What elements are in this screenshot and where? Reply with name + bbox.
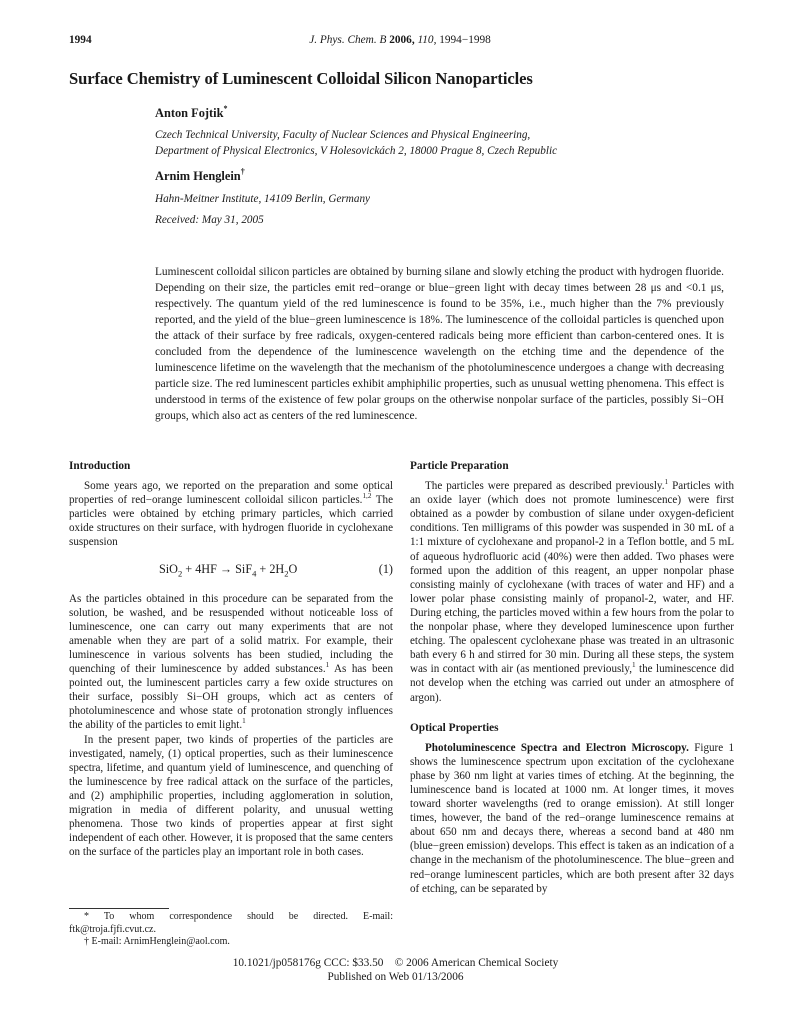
eq-term: SiF [232,561,253,576]
column-right [410,459,734,896]
affiliation-line: Hahn-Meitner Institute, 14109 Berlin, Germany [155,193,371,205]
author-2-name: Arnim Henglein [155,169,241,183]
footnote-text: To whom correspondence should be directed. E-mail: ftk@troja.fjfi.cvut.cz. [69,911,393,935]
reaction-arrow-icon: → [219,561,233,576]
equation-body [159,562,297,576]
text-span: The particles were prepared as described previously. [425,480,665,493]
eq-term: O [288,561,298,576]
citation-ref[interactable]: 1 [632,660,636,669]
footnotes [69,911,393,949]
eq-subscript: 2 [284,568,289,578]
journal-volume: 110, [417,34,437,46]
citation-ref[interactable]: 1 [325,660,330,669]
text-span: As has been pointed out, the luminescent particles carry a few oxide structures on their surface, possibly Si−OH groups, which act as centers of photoluminescence and whose state of protonation strongly influences the ability of the particles to emit light. [69,663,393,732]
article-title: Surface Chemistry of Luminescent Colloidal Silicon Nanoparticles [69,69,533,88]
eq-subscript: 4 [252,568,257,578]
doi[interactable]: 10.1021/jp058176g [232,957,321,969]
affiliation-line: Department of Physical Electronics, V Holesovickách 2, 18000 Prague 8, Czech Republic [155,145,558,157]
running-head [69,34,731,50]
text-span: As the particles obtained in this procedure can be separated from the solution, be washed, and be resuspended without noticeable loss of luminescence, one can carry out many experiments that are not amenable when they are part of a solid matrix. For example, their luminescence in various solvents has been studied, including the quenching of their luminescence by added substances. [69,592,393,676]
journal-pages: 1994−1998 [439,34,491,46]
runin-heading: Photoluminescence Spectra and Electron Microscopy. [425,741,689,754]
author-1 [155,106,228,121]
ccc-price: CCC: $33.50 [323,957,384,969]
footnote-divider [69,908,169,909]
text-span: Particles with an oxide layer (which does not promote luminescence) were first obtained as a powder by combustion of silane under oxygen-deficient conditions. Ten milligrams of this powder was suspended in 30 mL of a 1:1 mixture of cyclohexane and propanol-2 in a Teflon bottle, and 5 mL of aqueous hydrofluoric acid (40%) were then added. Two phases were formed upon the addition of this reagent, an upper nonpolar phase consisting mainly of cyclohexane (with traces of water and HF) and a lower polar phase consisting mainly of propanol-2, water, and HF. During etching, the particles moved within a few hours from the polar to the nonpolar phase, where they developed luminescence upon further etching. The opalescent cyclohexane phase was treated in an ultrasonic bath every 6 h and stirred for 30 min. During all these steps, the system was in contact with air (as mentioned previously, [410,480,734,676]
citation-ref[interactable]: 1,2 [362,491,372,500]
journal-citation [69,34,731,46]
published-date: Published on Web 01/13/2006 [327,970,464,983]
eq-term: SiO [159,561,178,576]
prep-paragraph-1 [410,479,734,705]
footnote-text: E-mail: ArnimHenglein@aol.com. [89,936,230,947]
intro-paragraph-1 [69,479,393,549]
eq-subscript: 2 [177,568,183,578]
author-2 [155,169,245,184]
received-date: Received: May 31, 2005 [155,214,264,226]
affiliation-line: Czech Technical University, Faculty of Nuclear Sciences and Physical Engineering, [155,129,531,141]
author-2-mark: † [240,167,245,177]
eq-term: + 2H [256,561,285,576]
intro-paragraph-2 [69,592,393,733]
text-span: The particles were obtained by etching primary particles, which carried oxide structures on their surface, with hydrogen fluoride in cyclohexane suspension [69,494,393,549]
section-heading-particle-preparation: Particle Preparation [410,460,509,472]
footnote-mark: † [84,936,89,947]
footnote-1 [69,911,393,936]
intro-paragraph-3: In the present paper, two kinds of properties of the particles are investigated, namely, (1) optical properties, such as their luminescence spectra, lifetime, and quantum yield of luminescence, and quenching of the luminescence by free radical attack on the surface of the particles, and (2) amphiphilic properties, including agglomeration in solution, migration in media of different polarity, and unusual wetting phenomena. Those two kinds of properties appear at first sight independent of each other. However, it is proposed that the same centers on the surface of the particles play an important role in both cases. [69,733,393,859]
text-span: Some years ago, we reported on the preparation and some optical properties of red−orange luminescent colloidal silicon particles. [69,480,393,507]
footnote-2 [69,936,393,949]
column-left [69,459,393,859]
author-2-affiliation [155,191,370,207]
equation-number: (1) [378,561,393,576]
text-span: the luminescence did not develop when the etching was carried out under an atmosphere of argon). [410,663,734,704]
section-heading-optical-properties: Optical Properties [410,721,499,734]
footer-line-1 [0,957,791,971]
author-1-mark: * [223,104,228,114]
journal-abbrev: J. Phys. Chem. B [309,34,387,46]
equation-1 [69,562,393,580]
eq-term: + 4HF [182,561,220,576]
journal-year: 2006, [389,34,415,46]
optical-paragraph-1 [410,741,734,896]
author-1-name: Anton Fojtik [155,106,224,120]
footnote-mark: * [84,911,89,922]
text-span: Figure 1 shows the luminescence spectrum upon excitation of the cyclohexane phase by 360 nm light at varies times of etching. At the beginning, the luminescence band is located at 1000 nm. At longer times, it moves toward shorter wavelengths (red to orange emission). At still longer times, however, the band of the red−orange luminescence remains at about 650 nm and decays there, whereas a second band at 480 nm (blue−green emission) develops. This effect is taken as an indication of a change in the mechanism of the photoluminescence. The blue−green and red−orange luminescent particles, which are both present after 32 days of etching, can be separated by [410,741,734,895]
author-1-affiliation [155,127,557,159]
copyright: © 2006 American Chemical Society [394,957,559,969]
abstract: Luminescent colloidal silicon particles are obtained by burning silane and slowly etching the product with hydrogen fluoride. Depending on their size, the particles emit red−orange or blue−green light with decay times between 28 μs and <0.1 μs, respectively. The quantum yield of the red luminescence is found to be 35%, i.e., much higher than the 7% previously reported, and the yield of the blue−green luminescence is 18%. The luminescence of the colloidal particles is quenched upon the attack of their surface by free radicals, oxygen-centered radicals being more efficient than carbon-centered ones. It is concluded from the dependence of the luminescence wavelength on the etching time and the dependence of the luminescence lifetime on the wavelength that the mechanism of the photoluminescence undergoes a change with decreasing particle size. The red luminescent particles exhibit amphiphilic properties, such as unusual wetting phenomena. This effect is understood in terms of the existence of few polar groups on the otherwise nonpolar surface of the particles, possibly Si−OH groups, which also act as centers of the red luminescence. [155,266,724,422]
citation-ref[interactable]: 1 [242,717,246,725]
page-number: 1994 [69,34,92,46]
page-footer [0,957,791,984]
citation-ref[interactable]: 1 [664,477,669,486]
section-heading-introduction: Introduction [69,460,131,472]
